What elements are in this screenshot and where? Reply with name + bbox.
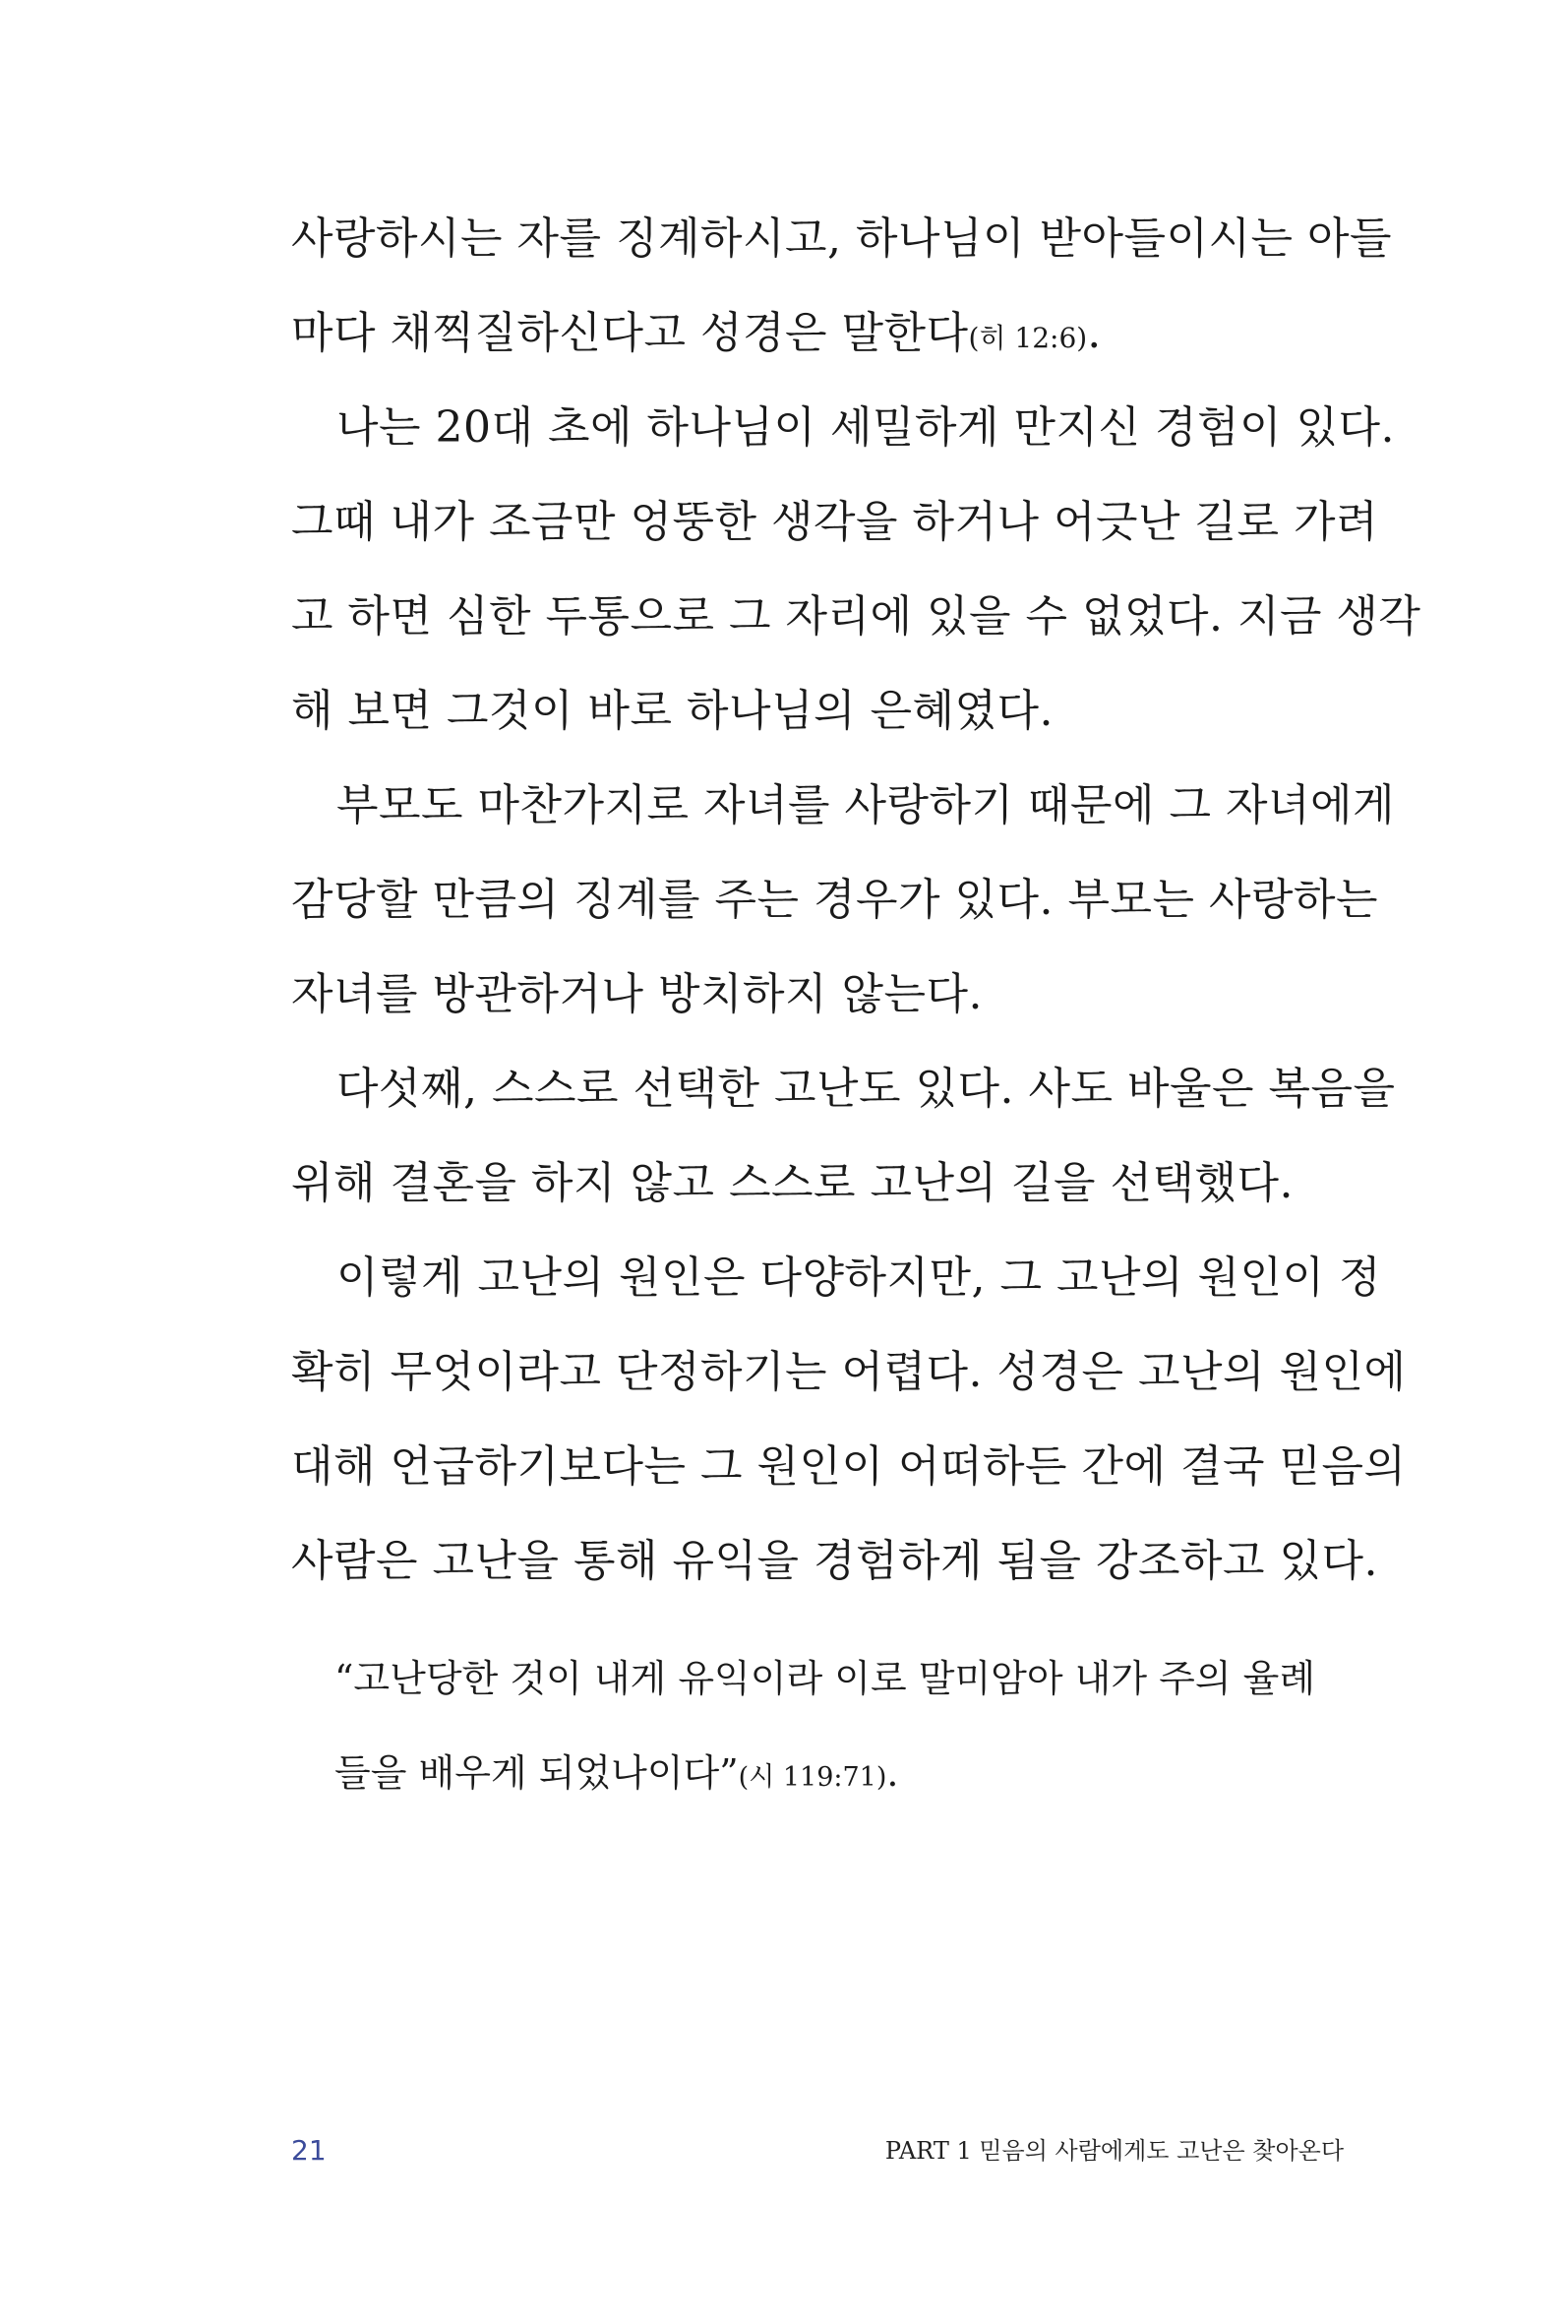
running-head: PART 1 믿음의 사람에게도 고난은 찾아온다: [884, 2137, 1344, 2165]
body-line: 위해 결혼을 하지 않고 스스로 고난의 길을 선택했다.: [291, 1158, 1294, 1208]
quote-line: “고난당한 것이 내게 유익이라 이로 말미암아 내가 주의 율례: [334, 1657, 1316, 1700]
scripture-reference: (시 119:71): [738, 1762, 887, 1793]
scripture-reference: (히 12:6): [968, 322, 1088, 354]
body-line: 그때 내가 조금만 엉뚱한 생각을 하거나 어긋난 길로 가려: [291, 497, 1378, 547]
body-line: 고 하면 심한 두통으로 그 자리에 있을 수 없었다. 지금 생각: [291, 591, 1421, 642]
body-line: 대해 언급하기보다는 그 원인이 어떠하든 간에 결국 믿음의: [291, 1441, 1407, 1492]
body-line: 마다 채찍질하신다고 성경은 말한다(히 12:6).: [291, 308, 1102, 358]
paragraph-start-line: 이렇게 고난의 원인은 다양하지만, 그 고난의 원인이 정: [336, 1253, 1381, 1303]
body-line: 감당할 만큼의 징계를 주는 경우가 있다. 부모는 사랑하는: [291, 875, 1378, 925]
paragraph-start-line: 나는 20대 초에 하나님이 세밀하게 만지신 경험이 있다.: [336, 402, 1395, 453]
page-number: 21: [291, 2134, 327, 2167]
body-line: 사랑하시는 자를 징계하시고, 하나님이 받아들이시는 아들: [291, 214, 1393, 264]
scripture-quote: [334, 1631, 1357, 1820]
body-line: 해 보면 그것이 바로 하나님의 은혜였다.: [291, 686, 1054, 736]
body-line: 확히 무엇이라고 단정하기는 어렵다. 성경은 고난의 원인에: [291, 1347, 1407, 1397]
paragraph-start-line: 다섯째, 스스로 선택한 고난도 있다. 사도 바울은 복음을: [336, 1064, 1396, 1114]
body-line: 사람은 고난을 통해 유익을 경험하게 됨을 강조하고 있다.: [291, 1536, 1378, 1586]
paragraph-start-line: 부모도 마찬가지로 자녀를 사랑하기 때문에 그 자녀에게: [336, 780, 1396, 830]
body-text: [291, 192, 1421, 1609]
page-footer: [291, 2131, 1344, 2171]
body-line: 자녀를 방관하거나 방치하지 않는다.: [291, 969, 984, 1019]
quote-line: 들을 배우게 되었나이다”(시 119:71).: [334, 1751, 899, 1795]
